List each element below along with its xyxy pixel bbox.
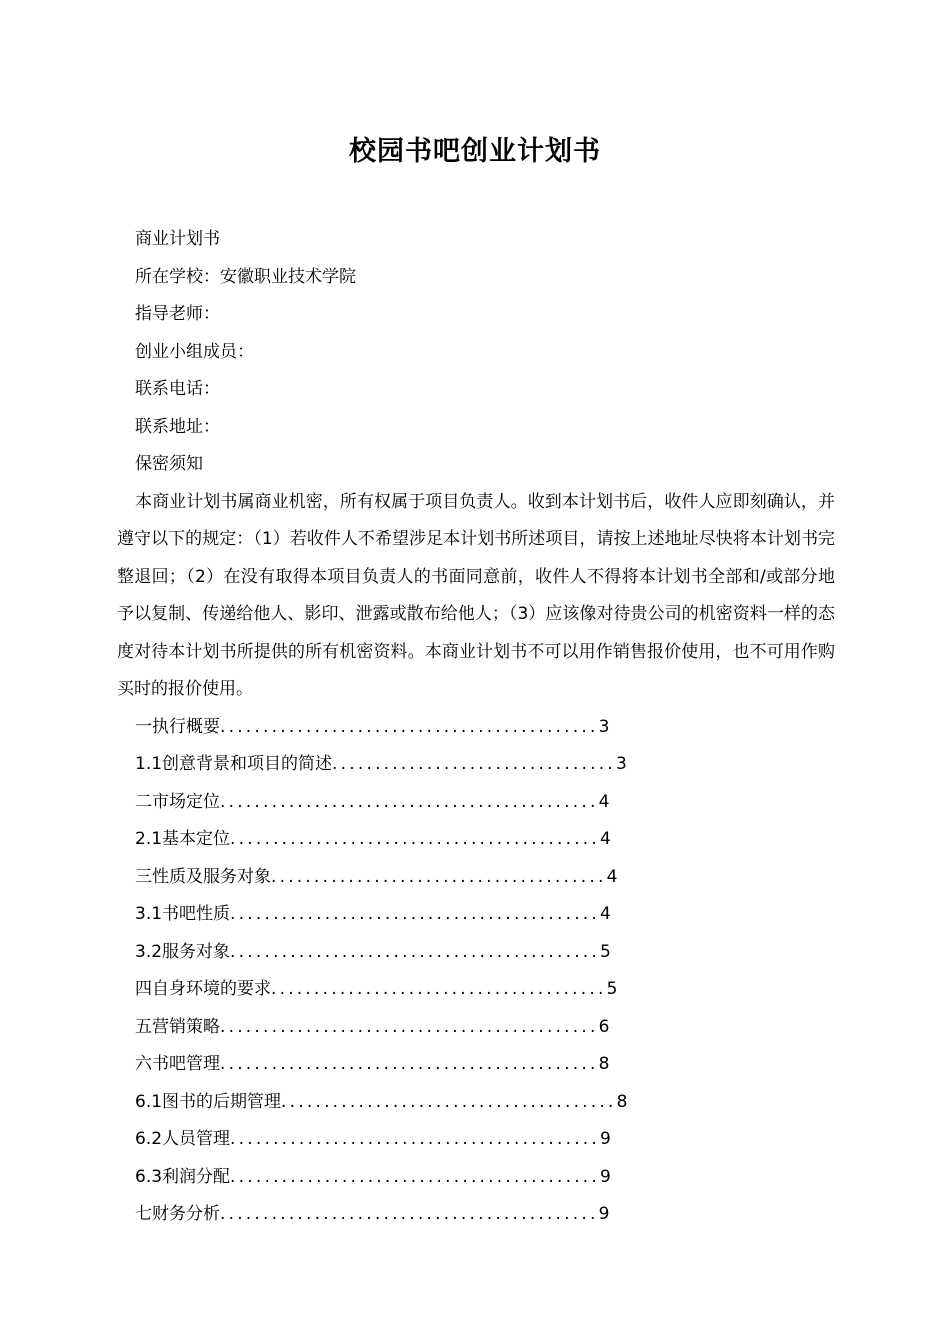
toc-entry-label: 1.1创意背景和项目的简述 bbox=[135, 754, 333, 774]
toc-entry-label: 一执行概要 bbox=[135, 716, 220, 737]
meta-line-phone: 联系电话： bbox=[135, 379, 220, 399]
toc-entry[interactable] bbox=[117, 1046, 835, 1084]
toc-page-number: 4 bbox=[600, 829, 611, 849]
meta-line-members: 创业小组成员： bbox=[135, 341, 254, 362]
toc-entry-label: 6.2人员管理 bbox=[135, 1129, 231, 1149]
toc-page-number: 4 bbox=[606, 866, 618, 887]
toc-entry-label: 六书吧管理 bbox=[135, 1054, 220, 1074]
meta-line-address: 联系地址： bbox=[135, 416, 220, 437]
toc-page-number: 3 bbox=[615, 754, 627, 774]
toc-leader-dots: ........................................... bbox=[230, 829, 601, 849]
toc-entry[interactable] bbox=[117, 896, 835, 934]
toc-leader-dots: ............................................ bbox=[220, 1054, 599, 1074]
toc-entry-label: 二市场定位 bbox=[135, 791, 220, 812]
toc-leader-dots: ........................................... bbox=[230, 904, 601, 924]
toc-page-number: 5 bbox=[600, 941, 611, 962]
toc-page-number: 6 bbox=[598, 1016, 610, 1037]
toc-page-number: 3 bbox=[598, 716, 610, 737]
toc-entry[interactable] bbox=[117, 934, 835, 972]
toc-entry-label: 三性质及服务对象 bbox=[135, 866, 271, 887]
toc-entry-label: 五营销策略 bbox=[135, 1016, 220, 1037]
toc-entry-label: 6.3利润分配 bbox=[135, 1166, 231, 1187]
meta-line-school: 所在学校：安徽职业技术学院 bbox=[135, 266, 356, 287]
document-title: 校园书吧创业计划书 bbox=[349, 136, 601, 167]
toc-entry[interactable] bbox=[117, 709, 835, 747]
toc-leader-dots: ........................................... bbox=[230, 1129, 601, 1149]
toc-page-number: 8 bbox=[616, 1091, 628, 1112]
toc-page-number: 9 bbox=[600, 1166, 611, 1187]
toc-entry-label: 3.1书吧性质 bbox=[135, 904, 231, 924]
toc-leader-dots: ........................................... bbox=[230, 1166, 601, 1187]
toc-entry[interactable] bbox=[117, 784, 835, 822]
confidentiality-heading: 保密须知 bbox=[135, 454, 203, 474]
toc-leader-dots: ................................. bbox=[332, 754, 616, 774]
toc-leader-dots: ............................................ bbox=[220, 1016, 599, 1037]
toc-leader-dots: ....................................... bbox=[271, 866, 607, 887]
toc-entry[interactable] bbox=[117, 1009, 835, 1047]
toc-entry-label: 6.1图书的后期管理 bbox=[135, 1091, 282, 1112]
toc-page-number: 5 bbox=[606, 979, 618, 999]
meta-line-advisor: 指导老师： bbox=[135, 304, 220, 324]
toc-entry[interactable] bbox=[117, 1121, 835, 1159]
toc-leader-dots: ........................................... bbox=[230, 941, 601, 962]
toc-page-number: 8 bbox=[598, 1054, 610, 1074]
toc-leader-dots: ....................................... bbox=[271, 979, 607, 999]
toc-entry-label: 七财务分析 bbox=[135, 1204, 220, 1224]
toc-leader-dots: ....................................... bbox=[281, 1091, 617, 1112]
confidentiality-paragraph: 本商业计划书属商业机密，所有权属于项目负责人。收到本计划书后，收件人应即刻确认，并遵守以下的规定：（1）若收件人不希望涉足本计划书所述项目，请按上述地址尽快将本计划书完整退回；（2）在没有取得本项目负责人的书面同意前，收件人不得将本计划书全部和/或部分地予以复制、传递给他人、影印、泄露或散布给他人；（3）应该像对待贵公司的机密资料一样的态度对待本计划书所提供的所有机密资料。本商业计划书不可以用作销售报价使用，也不可用作购买时的报价使用。 bbox=[117, 491, 835, 699]
document-body bbox=[117, 221, 835, 1234]
toc-leader-dots: ............................................ bbox=[220, 791, 599, 812]
toc-entry-label: 四自身环境的要求 bbox=[135, 979, 271, 999]
toc-entry[interactable] bbox=[117, 1159, 835, 1197]
toc-entry[interactable] bbox=[117, 746, 835, 784]
toc-entry[interactable] bbox=[117, 1084, 835, 1122]
table-of-contents bbox=[117, 709, 835, 1234]
toc-page-number: 9 bbox=[600, 1129, 611, 1149]
toc-page-number: 4 bbox=[600, 904, 611, 924]
toc-leader-dots: ............................................ bbox=[220, 716, 599, 737]
toc-entry[interactable] bbox=[117, 821, 835, 859]
toc-page-number: 9 bbox=[598, 1204, 610, 1224]
toc-entry-label: 3.2服务对象 bbox=[135, 941, 231, 962]
toc-entry-label: 2.1基本定位 bbox=[135, 829, 231, 849]
toc-leader-dots: ............................................ bbox=[220, 1204, 599, 1224]
toc-entry[interactable] bbox=[117, 859, 835, 897]
toc-page-number: 4 bbox=[598, 791, 610, 812]
toc-entry[interactable] bbox=[117, 971, 835, 1009]
toc-entry[interactable] bbox=[117, 1196, 835, 1234]
meta-line-plan: 商业计划书 bbox=[135, 229, 220, 249]
